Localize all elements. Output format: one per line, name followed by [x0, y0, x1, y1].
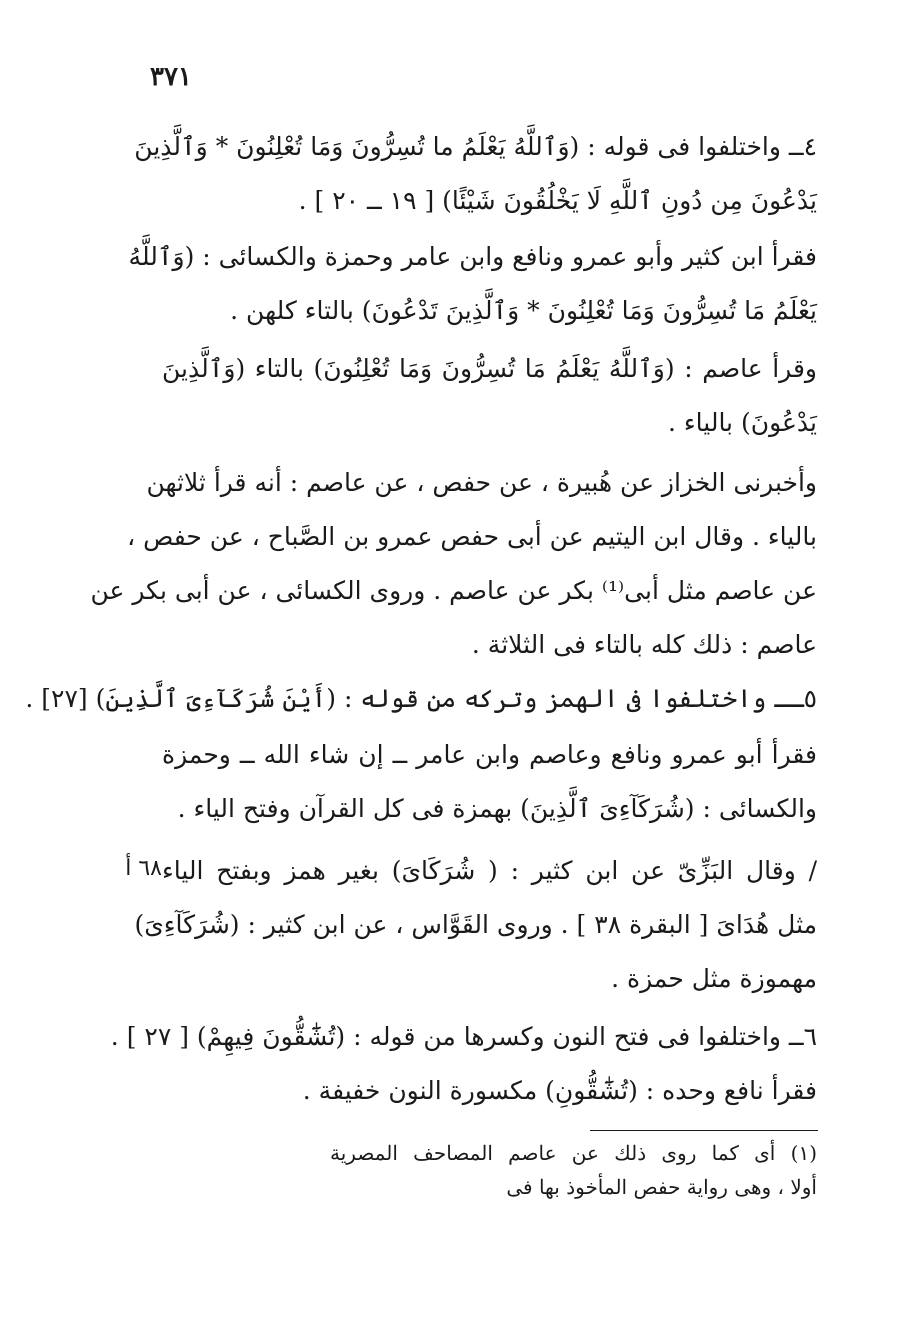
text-line: ٦ــ واختلفوا فى فتح النون وكسرها من قوله : (تُشَٰٓقُّونَ فِيهِمْ) [ ٢٧ ] . — [110, 1022, 817, 1051]
text-line: مهموزة مثل حمزة . — [611, 964, 817, 993]
text-line: فقرأ أبو عمرو ونافع وعاصم وابن عامر ــ إن شاء الله ــ وحمزة — [162, 740, 817, 769]
text-line: / وقال البَزِّىّ عن ابن كثير : ( شُرَكَاىَ) بغير همز وبفتح الياء — [162, 856, 817, 885]
text-line: يَدْعُونَ مِن دُونِ ٱللَّهِ لَا يَخْلُقُونَ شَيْئًا) [ ١٩ ــ ٢٠ ] . — [298, 186, 817, 215]
text-line: يَدْعُونَ) بالياء . — [668, 408, 817, 437]
text-line: ٤ــ واختلفوا فى قوله : (وَٱللَّهُ يَعْلَمُ ما تُسِرُّونَ وَمَا تُعْلِنُونَ * وَٱلَّذِينَ — [134, 132, 817, 161]
text-line: ٥ــ واختلفوا فى الهمز وتركه من قوله : (أَيْنَ شُرَكَآءِىَ ٱلَّذِينَ) [٢٧] . — [25, 684, 817, 713]
text-line: فقرأ ابن كثير وأبو عمرو ونافع وابن عامر وحمزة والكسائى : (وَٱللَّهُ — [128, 242, 817, 271]
text-line: يَعْلَمُ مَا تُسِرُّونَ وَمَا تُعْلِنُونَ * وَٱلَّذِينَ تَدْعُونَ) بالتاء كلهن . — [230, 296, 817, 325]
text-line: بالياء . وقال ابن اليتيم عن أبى حفص عمرو بن الصَّباح ، عن حفص ، — [127, 522, 817, 551]
text-line: مثل هُدَاىَ [ البقرة ٣٨ ] . وروى القَوَّاس ، عن ابن كثير : (شُرَكَآءِىَ) — [134, 910, 817, 939]
text-line: عاصم : ذلك كله بالتاء فى الثلاثة . — [471, 630, 817, 659]
text-line: والكسائى : (شُرَكَآءِىَ ٱلَّذِينَ) بهمزة فى كل القرآن وفتح الياء . — [177, 794, 817, 823]
text-line: وقرأ عاصم : (وَٱللَّهُ يَعْلَمُ مَا تُسِرُّونَ وَمَا تُعْلِنُونَ) بالتاء (وَٱلَّذِينَ — [162, 354, 817, 383]
footnote-rule — [590, 1130, 818, 1131]
text-line: وأخبرنى الخزاز عن هُبيرة ، عن حفص ، عن عاصم : أنه قرأ ثلاثهن — [146, 468, 817, 497]
text-line: عن عاصم مثل أبى⁽¹⁾ بكر عن عاصم . وروى الكسائى ، عن أبى بكر عن — [90, 576, 817, 605]
page-number: ٣٧١ — [150, 62, 192, 92]
text-line: فقرأ نافع وحده : (تُشَٰٓقُّونِ) مكسورة النون خفيفة . — [302, 1076, 817, 1105]
footnote-line: أولا ، وهى رواية حفص المأخوذ بها فى — [506, 1175, 817, 1199]
footnote-line: (١) أى كما روى ذلك عن عاصم المصاحف المصرية — [330, 1141, 817, 1165]
margin-folio-note: ٦٨ أ — [125, 856, 162, 881]
